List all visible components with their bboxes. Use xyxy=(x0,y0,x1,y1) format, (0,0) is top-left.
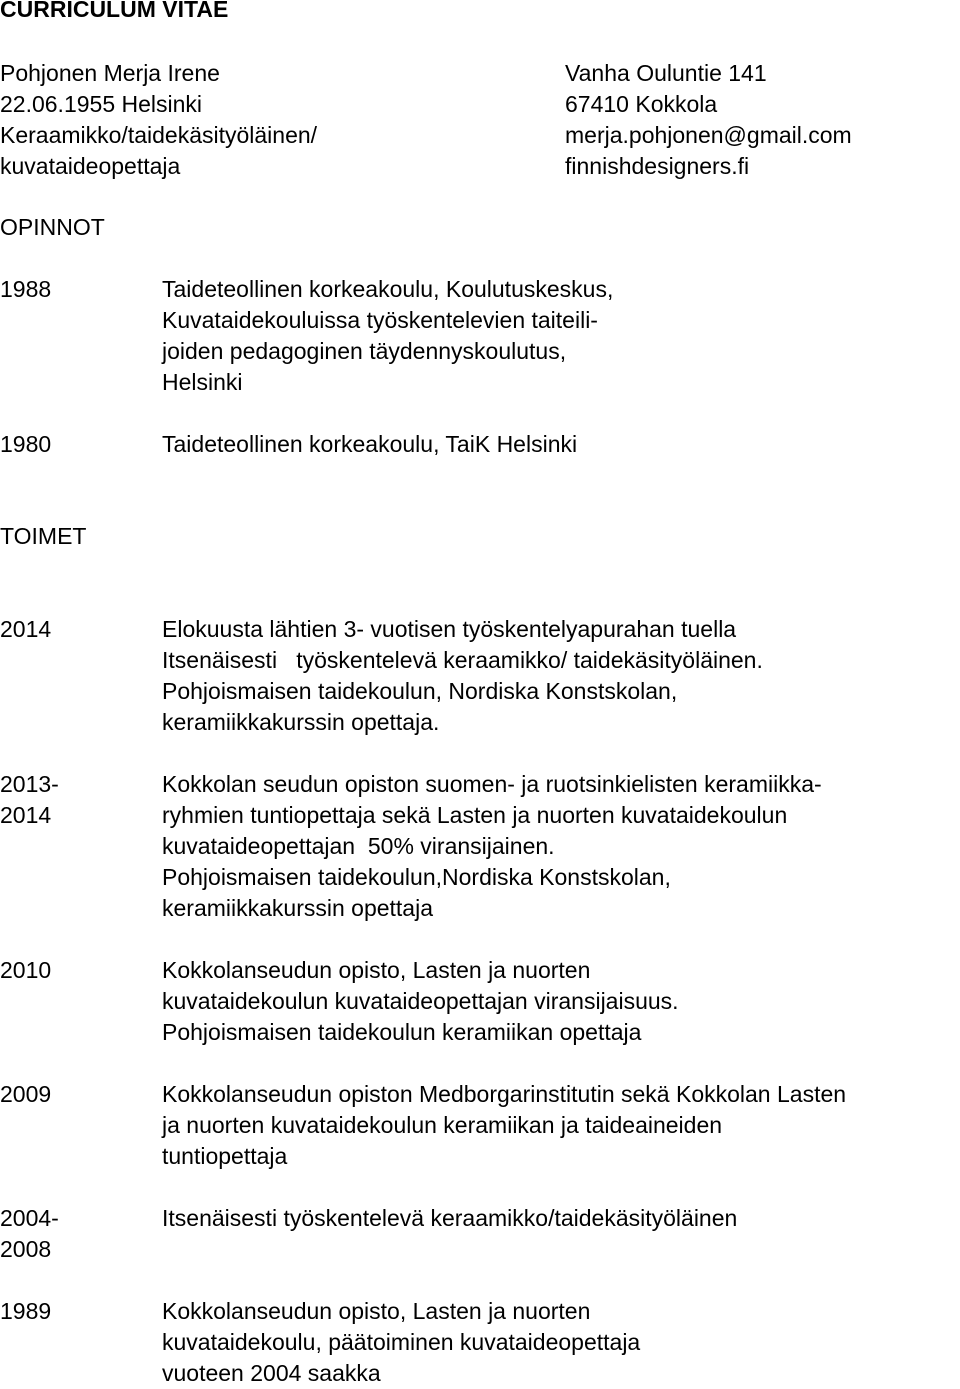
description-line: tuntiopettaja xyxy=(162,1143,288,1169)
year-line: 2014 xyxy=(0,616,52,642)
description-line: Kuvataidekouluissa työskentelevien taiteili- xyxy=(162,307,598,333)
education-description xyxy=(162,274,613,398)
year-line: 2010 xyxy=(0,957,52,983)
description-line: keramiikkakurssin opettaja xyxy=(162,895,434,921)
description-line: Kokkolanseudun opisto, Lasten ja nuorten xyxy=(162,1298,591,1324)
description-line: ja nuorten kuvataidekoulun keramiikan ja taideaineiden xyxy=(162,1112,723,1138)
profession-line: Keraamikko/taidekäsityöläinen/ xyxy=(0,122,318,148)
work-description xyxy=(162,955,679,1048)
description-line: Pohjoismaisen taidekoulun, Nordiska Konstskolan, xyxy=(162,678,678,704)
description-line: Kokkolan seudun opiston suomen- ja ruotsinkielisten keramiikka- xyxy=(162,771,822,797)
description-line: Taideteollinen korkeakoulu, Koulutuskeskus, xyxy=(162,276,614,302)
year-line: 2004- xyxy=(0,1205,59,1231)
description-line: Taideteollinen korkeakoulu, TaiK Helsinki xyxy=(162,431,578,457)
description-line: kuvataidekoulun kuvataideopettajan viransijaisuus. xyxy=(162,988,679,1014)
personal-info xyxy=(0,58,317,182)
work-year xyxy=(0,1203,59,1265)
profession-line: kuvataideopettaja xyxy=(0,153,181,179)
description-line: joiden pedagoginen täydennyskoulutus, xyxy=(162,338,567,364)
year-line: 2009 xyxy=(0,1081,52,1107)
work-year xyxy=(0,1079,51,1110)
website: finnishdesigners.fi xyxy=(565,153,750,179)
description-line: Kokkolanseudun opisto, Lasten ja nuorten xyxy=(162,957,591,983)
description-line: Itsenäisesti työskentelevä keraamikko/taidekäsityöläinen xyxy=(162,1205,738,1231)
year-line: 2014 xyxy=(0,802,52,828)
description-line: Helsinki xyxy=(162,369,243,395)
work-description xyxy=(162,1296,640,1389)
work-year xyxy=(0,614,51,645)
contact-info xyxy=(565,58,852,182)
document-title: CURRICULUM VITAE xyxy=(0,0,229,22)
street-address: Vanha Ouluntie 141 xyxy=(565,60,767,86)
description-line: ryhmien tuntiopettaja sekä Lasten ja nuorten kuvataidekoulun xyxy=(162,802,788,828)
description-line: Elokuusta lähtien 3- vuotisen työskentelyapurahan tuella xyxy=(162,616,737,642)
year-line: 1988 xyxy=(0,276,52,302)
description-line: vuoteen 2004 saakka xyxy=(162,1360,381,1386)
year-line: 1980 xyxy=(0,431,52,457)
city-address: 67410 Kokkola xyxy=(565,91,718,117)
description-line: Itsenäisesti työskentelevä keraamikko/ taidekäsityöläinen. xyxy=(162,647,763,673)
description-line: Kokkolanseudun opiston Medborgarinstitutin sekä Kokkolan Lasten xyxy=(162,1081,847,1107)
year-line: 1989 xyxy=(0,1298,52,1324)
description-line: Pohjoismaisen taidekoulun,Nordiska Konstskolan, xyxy=(162,864,671,890)
birth-info: 22.06.1955 Helsinki xyxy=(0,91,203,117)
work-year xyxy=(0,769,59,831)
description-line: Pohjoismaisen taidekoulun keramiikan opettaja xyxy=(162,1019,642,1045)
education-year xyxy=(0,274,51,305)
year-line: 2008 xyxy=(0,1236,52,1262)
person-name: Pohjonen Merja Irene xyxy=(0,60,220,86)
work-description xyxy=(162,1079,846,1172)
education-description xyxy=(162,429,577,460)
work-description xyxy=(162,769,822,924)
work-heading: TOIMET xyxy=(0,523,87,549)
work-description xyxy=(162,1203,737,1234)
work-year xyxy=(0,1296,51,1327)
education-year xyxy=(0,429,51,460)
year-line: 2013- xyxy=(0,771,59,797)
work-year xyxy=(0,955,51,986)
description-line: kuvataidekoulu, päätoiminen kuvataideopettaja xyxy=(162,1329,641,1355)
work-description xyxy=(162,614,763,738)
description-line: kuvataideopettajan 50% viransijainen. xyxy=(162,833,555,859)
education-heading: OPINNOT xyxy=(0,214,105,240)
email-address: merja.pohjonen@gmail.com xyxy=(565,122,852,148)
description-line: keramiikkakurssin opettaja. xyxy=(162,709,440,735)
